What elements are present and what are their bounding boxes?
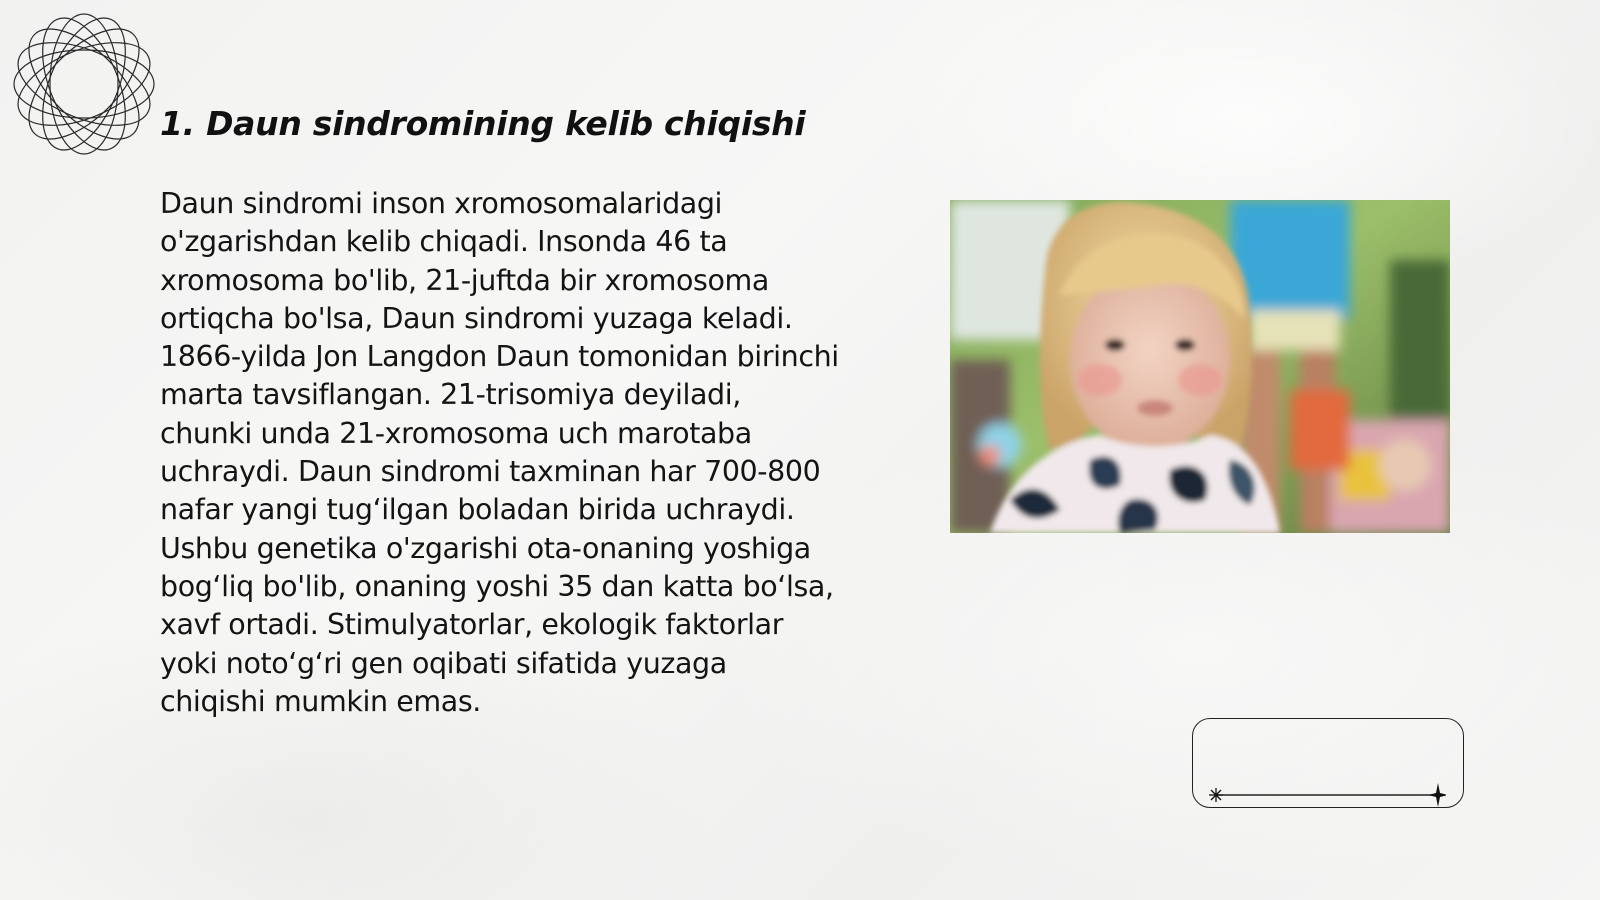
body-paragraph: Daun sindromi inson xromosomalaridagi o'zgarishdan kelib chiqadi. Insonda 46 ta xromosoma bo'lib, 21-juftda bir xromosoma ortiqcha bo'lsa, Daun sindromi yuzaga keladi. 1866-yilda Jon Langdon Daun tomonidan birinchi marta tavsiflangan. 21-trisomiya deyiladi, chunki unda 21-xromosoma uch marotaba uchraydi. Daun sindromi taxminan har 700-800 nafar yangi tug‘ilgan boladan birida uchraydi. Ushbu genetika o'zgarishi ota-onaning yoshiga bog‘liq bo'lib, onaning yoshi 35 dan katta bo‘lsa, xavf ortadi. Stimulyatorlar, ekologik faktorlar yoki noto‘g‘ri gen oqibati sifatida yuzaga chiqishi mumkin emas. (160, 187, 839, 718)
circular-rosette-icon (10, 10, 158, 158)
child-photo (950, 200, 1450, 533)
four-point-star-icon (1428, 783, 1446, 807)
slide-title: 1. Daun sindromining kelib chiqishi (160, 104, 806, 143)
sparkle-icon (1209, 788, 1223, 802)
decorative-line (1206, 780, 1446, 810)
